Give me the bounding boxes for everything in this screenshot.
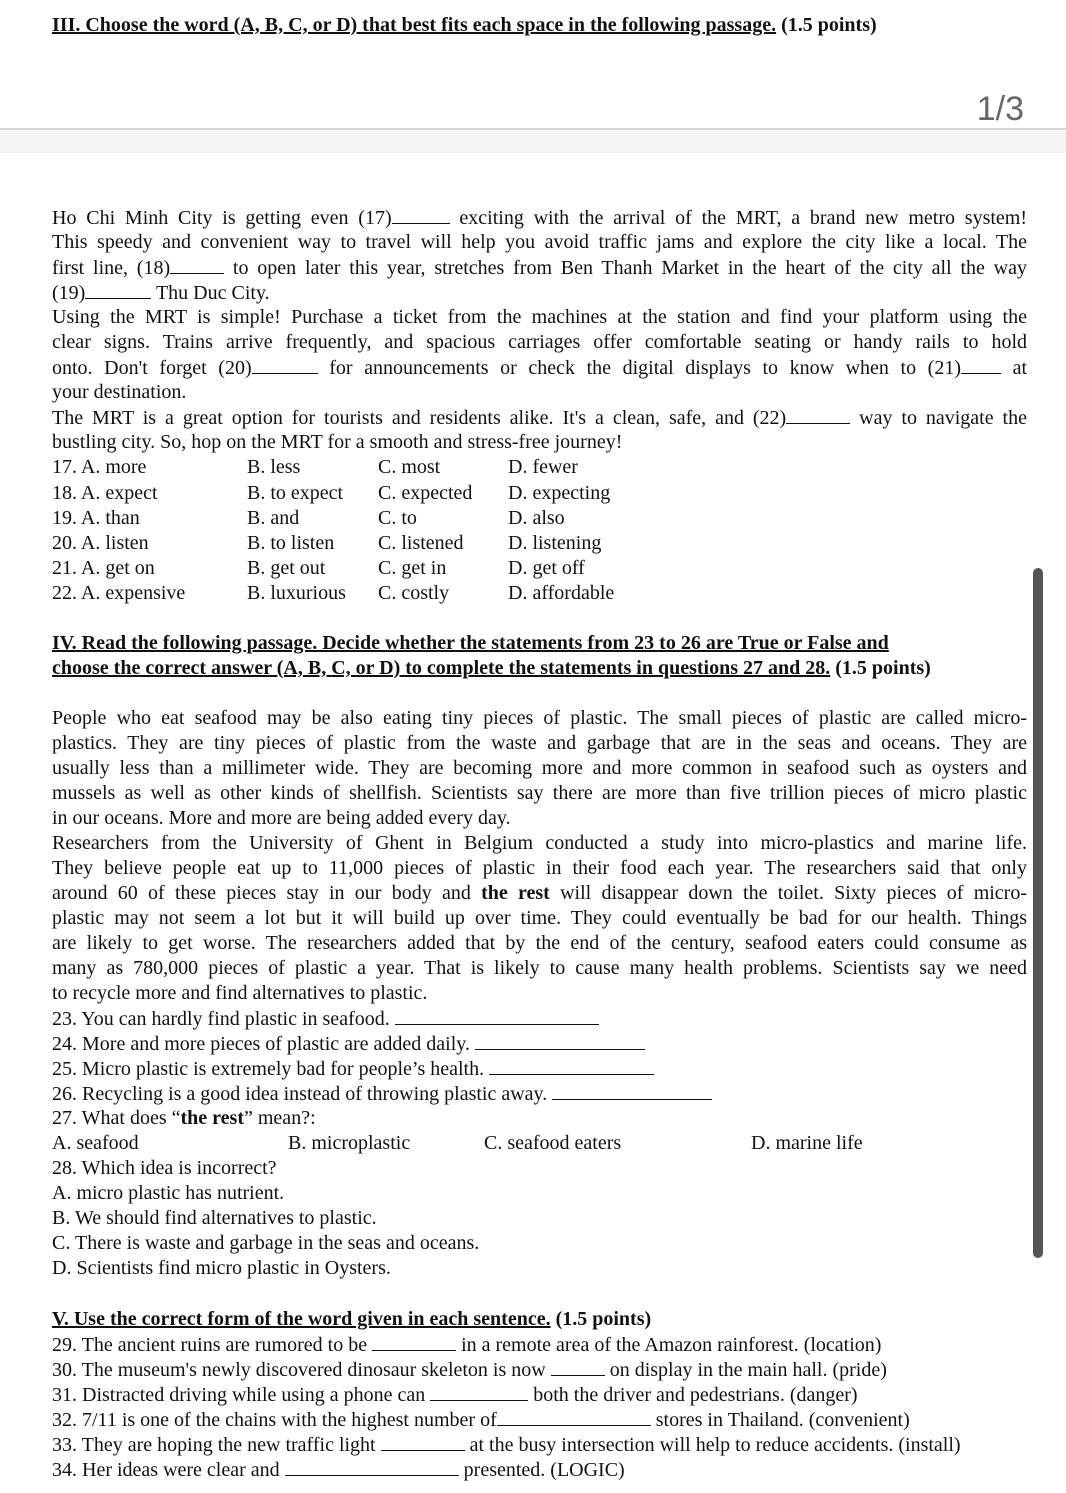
q27-option-d: D. marine life xyxy=(751,1132,863,1154)
vertical-scrollbar[interactable] xyxy=(1033,568,1043,1258)
question-29: 29. The ancient ruins are rumored to be in a remote area of the Amazon rainforest. (location) xyxy=(52,1334,882,1356)
q28-option-b: B. We should find alternatives to plastic. xyxy=(52,1207,377,1229)
passage4-line-3: usually less than a millimeter wide. They are becoming more and more common in seafood such as oysters and xyxy=(52,757,1027,779)
q27-option-c: C. seafood eaters xyxy=(484,1132,622,1154)
passage4-line-12: to recycle more and find alternatives to plastic. xyxy=(52,982,428,1004)
question-27: 27. What does “the rest” mean?: xyxy=(52,1107,316,1129)
passage3-line-7: onto. Don't forget (20) for announcements or check the digital displays to know when to (21) at xyxy=(52,357,1028,379)
question-23: 23. You can hardly find plastic in seafood. xyxy=(52,1006,599,1032)
page-gap xyxy=(0,131,1066,153)
passage3-line-4: (19) Thu Duc City. xyxy=(52,282,270,304)
section-4-heading-line-2: choose the correct answer (A, B, C, or D) to complete the statements in questions 27 and 28. (1.5 points) xyxy=(52,657,931,679)
option-19-d: D. also xyxy=(508,507,565,529)
option-19-c: C. to xyxy=(378,507,417,529)
answer-blank-23[interactable] xyxy=(395,1006,599,1025)
question-32: 32. 7/11 is one of the chains with the highest number of stores in Thailand. (convenient) xyxy=(52,1409,910,1431)
blank-22 xyxy=(786,405,850,424)
passage3-line-9: The MRT is a great option for tourists and residents alike. It's a clean, safe, and (22) way to navigate the xyxy=(52,407,1027,429)
option-17-d: D. fewer xyxy=(508,456,578,478)
passage3-line-5: Using the MRT is simple! Purchase a ticket from the machines at the station and find your platform using the xyxy=(52,306,1027,328)
question-28: 28. Which idea is incorrect? xyxy=(52,1157,277,1179)
option-20-b: B. to listen xyxy=(247,532,335,554)
q27-option-b: B. microplastic xyxy=(288,1132,411,1154)
answer-blank-32[interactable] xyxy=(497,1407,651,1426)
blank-19 xyxy=(85,280,151,299)
page-divider xyxy=(0,128,1066,130)
question-34: 34. Her ideas were clear and presented. (LOGIC) xyxy=(52,1459,625,1481)
question-31: 31. Distracted driving while using a phone can both the driver and pedestrians. (danger) xyxy=(52,1384,858,1406)
passage3-line-6: clear signs. Trains arrive frequently, and spacious carriages offer comfortable seating or handy rails to hold xyxy=(52,331,1027,353)
option-18-b: B. to expect xyxy=(247,482,344,504)
q27-option-a: A. seafood xyxy=(52,1132,139,1154)
passage4-line-8: around 60 of these pieces stay in our body and the rest will disappear down the toilet. Sixty pieces of micro- xyxy=(52,882,1028,904)
answer-blank-25[interactable] xyxy=(489,1056,654,1075)
option-18-c: C. expected xyxy=(378,482,473,504)
answer-blank-33[interactable] xyxy=(381,1432,465,1451)
passage3-line-10: bustling city. So, hop on the MRT for a smooth and stress-free journey! xyxy=(52,431,623,453)
passage4-line-10: are likely to get worse. The researchers added that by the end of the century, seafood eaters could consume as xyxy=(52,932,1027,954)
passage4-line-2: plastics. They are tiny pieces of plastic from the waste and garbage that are in the seas and oceans. They are xyxy=(52,732,1027,754)
blank-20 xyxy=(252,355,318,374)
option-17-b: B. less xyxy=(247,456,301,478)
passage3-line-2: This speedy and convenient way to travel will help you avoid traffic jams and explore the city like a local. The xyxy=(52,231,1027,253)
option-21-c: C. get in xyxy=(378,557,447,579)
option-17-c: C. most xyxy=(378,456,441,478)
section-4-heading-line-1: IV. Read the following passage. Decide whether the statements from 23 to 26 are True or False and xyxy=(52,632,889,654)
passage4-line-11: many as 780,000 pieces of plastic a year. That is likely to cause many health problems. Scientists say we need xyxy=(52,957,1027,979)
question-26: 26. Recycling is a good idea instead of throwing plastic away. xyxy=(52,1081,712,1107)
q28-option-a: A. micro plastic has nutrient. xyxy=(52,1182,285,1204)
page-indicator-bar xyxy=(0,78,1066,156)
passage4-line-5: in our oceans. More and more are being added every day. xyxy=(52,807,511,829)
option-22-c: C. costly xyxy=(378,582,450,604)
answer-blank-31[interactable] xyxy=(430,1382,528,1401)
answer-blank-29[interactable] xyxy=(372,1332,456,1351)
passage4-line-6: Researchers from the University of Ghent in Belgium conducted a study into micro-plastics and marine life. xyxy=(52,832,1027,854)
option-19-b: B. and xyxy=(247,507,300,529)
passage4-line-9: plastic may not seem a lot but it will build up over time. They could eventually be bad for our health. Things xyxy=(52,907,1027,929)
answer-blank-34[interactable] xyxy=(285,1457,459,1476)
option-22-d: D. affordable xyxy=(508,582,615,604)
passage4-line-7: They believe people eat up to 11,000 pieces of plastic in their food each year. The researchers said that only xyxy=(52,857,1027,879)
question-30: 30. The museum's newly discovered dinosaur skeleton is now on display in the main hall. (pride) xyxy=(52,1359,887,1381)
blank-18 xyxy=(170,255,224,274)
blank-21 xyxy=(961,355,1001,374)
option-20-d: D. listening xyxy=(508,532,602,554)
question-24: 24. More and more pieces of plastic are added daily. xyxy=(52,1031,645,1057)
section-3-heading: III. Choose the word (A, B, C, or D) that best fits each space in the following passage. (1.5 points) xyxy=(52,14,877,36)
passage3-line-1: Ho Chi Minh City is getting even (17) exciting with the arrival of the MRT, a brand new metro system! xyxy=(52,207,1028,229)
option-22-b: B. luxurious xyxy=(247,582,346,604)
option-22-a: 22. A. expensive xyxy=(52,582,186,604)
passage4-line-4: mussels as well as other kinds of shellfish. Scientists say there are more than five trillion pieces of micro plastic xyxy=(52,782,1027,804)
section-5-heading: V. Use the correct form of the word given in each sentence. (1.5 points) xyxy=(52,1308,652,1330)
q28-option-d: D. Scientists find micro plastic in Oysters. xyxy=(52,1257,391,1279)
option-19-a: 19. A. than xyxy=(52,507,140,529)
option-21-b: B. get out xyxy=(247,557,326,579)
passage4-line-1: People who eat seafood may be also eating tiny pieces of plastic. The small pieces of plastic are called micro- xyxy=(52,707,1027,729)
option-20-a: 20. A. listen xyxy=(52,532,149,554)
q28-option-c: C. There is waste and garbage in the seas and oceans. xyxy=(52,1232,480,1254)
passage3-line-3: first line, (18) to open later this year, stretches from Ben Thanh Market in the heart of the city all the way xyxy=(52,257,1028,279)
answer-blank-26[interactable] xyxy=(552,1081,712,1100)
question-33: 33. They are hoping the new traffic light at the busy intersection will help to reduce accidents. (install) xyxy=(52,1434,961,1456)
option-18-a: 18. A. expect xyxy=(52,482,158,504)
answer-blank-30[interactable] xyxy=(551,1357,605,1376)
option-20-c: C. listened xyxy=(378,532,464,554)
answer-blank-24[interactable] xyxy=(475,1031,645,1050)
option-21-a: 21. A. get on xyxy=(52,557,155,579)
page-number: 1/3 xyxy=(976,90,1024,128)
question-25: 25. Micro plastic is extremely bad for people’s health. xyxy=(52,1056,654,1082)
option-18-d: D. expecting xyxy=(508,482,611,504)
blank-17 xyxy=(392,205,450,224)
option-21-d: D. get off xyxy=(508,557,585,579)
passage3-line-8: your destination. xyxy=(52,381,187,403)
option-17-a: 17. A. more xyxy=(52,456,147,478)
